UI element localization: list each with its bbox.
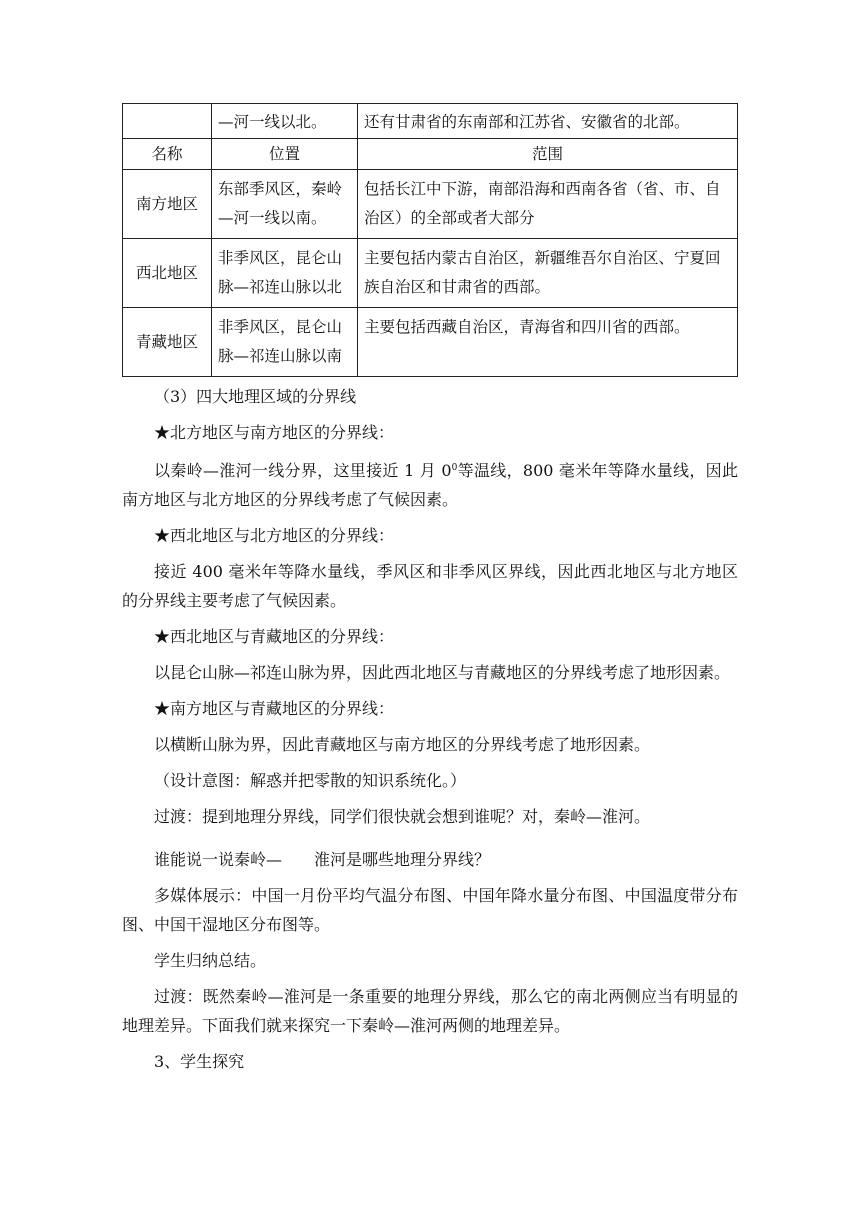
table-cell-position: 非季风区，昆仑山脉—祁连山脉以南	[212, 308, 358, 377]
table-cell-name: 西北地区	[123, 239, 212, 308]
section-title: （3）四大地理区域的分界线	[154, 387, 357, 406]
table-header-row	[123, 139, 738, 170]
design-intent: （设计意图：解惑并把零散的知识系统化。）	[154, 771, 467, 790]
header-range: 范围	[358, 139, 738, 170]
transition-paragraph: 过渡：既然秦岭—淮河是一条重要的地理分界线，那么它的南北两侧应当有明显的地理差异。下面我们就来探究一下秦岭—淮河两侧的地理差异。	[122, 987, 738, 1035]
table-row	[123, 170, 738, 239]
boundary-title-northwest-north: ★西北地区与北方地区的分界线：	[154, 526, 395, 545]
boundary-title-north-south: ★北方地区与南方地区的分界线：	[154, 423, 395, 442]
regions-table	[122, 103, 738, 377]
text-part: 以秦岭—淮河一线分界，这里接近 1 月 0	[154, 461, 452, 480]
step-heading: 3、学生探究	[154, 1052, 245, 1071]
document-body	[122, 382, 738, 1083]
table-cell-range: 还有甘肃省的东南部和江苏省、安徽省的北部。	[358, 104, 738, 139]
boundary-text-south-tibet: 以横断山脉为界，因此青藏地区与南方地区的分界线考虑了地形因素。	[154, 735, 651, 754]
header-name: 名称	[123, 139, 212, 170]
summary-paragraph: 学生归纳总结。	[154, 951, 267, 970]
boundary-text-north-south	[122, 454, 738, 514]
header-position: 位置	[212, 139, 358, 170]
table-cell-name: 南方地区	[123, 170, 212, 239]
table-cell-range: 主要包括内蒙古自治区，新疆维吾尔自治区、宁夏回族自治区和甘肃省的西部。	[358, 239, 738, 308]
table-cell-position: 东部季风区，秦岭—河一线以南。	[212, 170, 358, 239]
text-part: 等温线，800 毫米年等降水量线，因此南方地区与北方地区的分界线考虑了气候因素。	[122, 461, 738, 509]
boundary-title-south-tibet: ★南方地区与青藏地区的分界线：	[154, 699, 395, 718]
transition-paragraph: 过渡：提到地理分界线，同学们很快就会想到谁呢？对，秦岭—淮河。	[154, 807, 651, 826]
table-row	[123, 104, 738, 139]
table-cell-range: 主要包括西藏自治区，青海省和四川省的西部。	[358, 308, 738, 377]
table-row	[123, 239, 738, 308]
table-cell-range: 包括长江中下游，南部沿海和西南各省（省、市、自治区）的全部或者大部分	[358, 170, 738, 239]
table-cell-name	[123, 104, 212, 139]
degree-superscript: 0	[451, 463, 458, 473]
boundary-text-northwest-north: 接近 400 毫米年等降水量线，季风区和非季风区界线，因此西北地区与北方地区的分界线主要考虑了气候因素。	[122, 562, 738, 610]
table-cell-name: 青藏地区	[123, 308, 212, 377]
question-paragraph: 谁能说一说秦岭— 淮河是哪些地理分界线？	[154, 850, 491, 869]
table-cell-position: —河一线以北。	[212, 104, 358, 139]
table-row	[123, 308, 738, 377]
boundary-title-northwest-tibet: ★西北地区与青藏地区的分界线：	[154, 627, 395, 646]
multimedia-paragraph: 多媒体展示：中国一月份平均气温分布图、中国年降水量分布图、中国温度带分布图、中国干湿地区分布图等。	[122, 886, 738, 934]
table-cell-position: 非季风区，昆仑山脉—祁连山脉以北	[212, 239, 358, 308]
boundary-text-northwest-tibet: 以昆仑山脉—祁连山脉为界，因此西北地区与青藏地区的分界线考虑了地形因素。	[154, 663, 731, 682]
